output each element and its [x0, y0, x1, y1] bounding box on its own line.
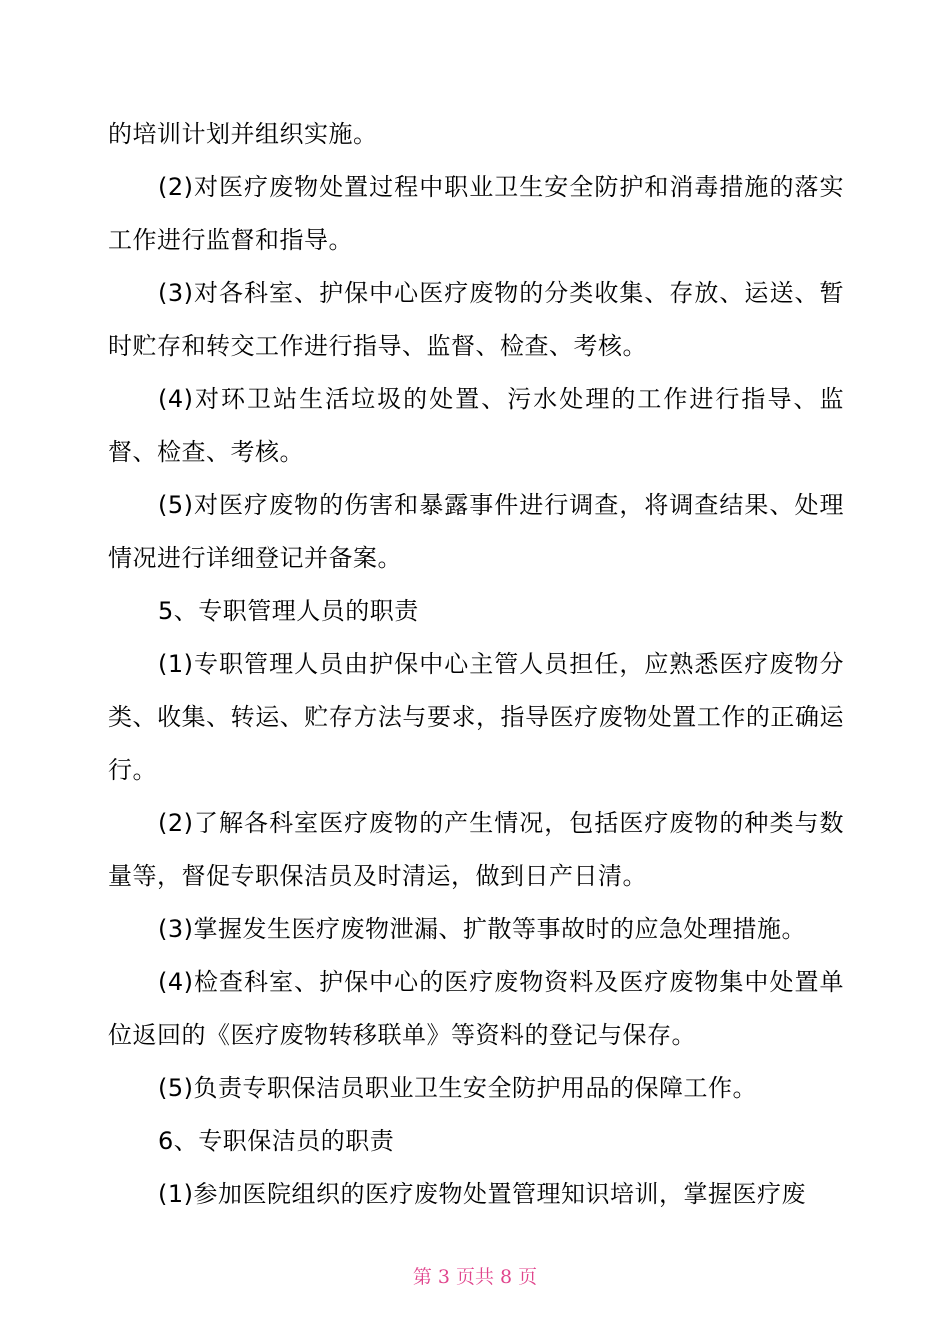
paragraph: (4)对环卫站生活垃圾的处置、污水处理的工作进行指导、监督、检查、考核。 [108, 385, 844, 466]
paragraph: (5)对医疗废物的伤害和暴露事件进行调查，将调查结果、处理情况进行详细登记并备案。 [108, 491, 844, 572]
paragraph: (5)负责专职保洁员职业卫生安全防护用品的保障工作。 [158, 1074, 757, 1102]
paragraph: (4)检查科室、护保中心的医疗废物资料及医疗废物集中处置单位返回的《医疗废物转移联单》等资料的登记与保存。 [108, 968, 844, 1049]
paragraph: (1)专职管理人员由护保中心主管人员担任，应熟悉医疗废物分类、收集、转运、贮存方法与要求，指导医疗废物处置工作的正确运行。 [108, 650, 844, 784]
paragraph: 的培训计划并组织实施。 [108, 120, 378, 148]
section-heading: 6、专职保洁员的职责 [158, 1127, 395, 1155]
paragraph: (1)参加医院组织的医疗废物处置管理知识培训，掌握医疗废 [158, 1180, 806, 1208]
paragraph: (3)对各科室、护保中心医疗废物的分类收集、存放、运送、暂时贮存和转交工作进行指导、监督、检查、考核。 [108, 279, 844, 360]
paragraph: (2)了解各科室医疗废物的产生情况，包括医疗废物的种类与数量等，督促专职保洁员及时清运，做到日产日清。 [108, 809, 844, 890]
paragraph: (2)对医疗废物处置过程中职业卫生安全防护和消毒措施的落实工作进行监督和指导。 [108, 173, 844, 254]
page-number-footer: 第 3 页共 8 页 [412, 1266, 538, 1288]
document-body [108, 108, 844, 1221]
section-heading: 5、专职管理人员的职责 [158, 597, 419, 625]
paragraph: (3)掌握发生医疗废物泄漏、扩散等事故时的应急处理措施。 [158, 915, 806, 943]
